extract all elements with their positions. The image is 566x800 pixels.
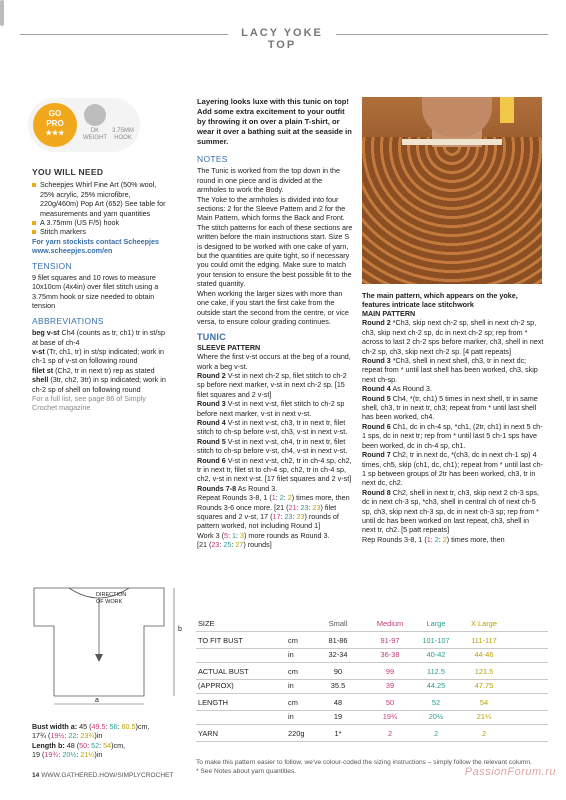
table-cell: YARN <box>198 729 218 738</box>
model-photo <box>362 97 542 284</box>
pattern-round: Round 5 Ch4, *(tr, ch1) 5 times in next shell, tr in same shell, ch3, tr in next tr, ch3; repeat from * until last shell has been worked, ch4. <box>362 393 538 422</box>
pattern-round: Round 4 As Round 3. <box>362 384 432 394</box>
table-cell: 36-38 <box>380 650 400 659</box>
table-cell: ACTUAL BUST <box>198 667 249 676</box>
earring-image <box>500 97 514 123</box>
table-row <box>196 710 548 725</box>
sleeve-pattern-heading: SLEEVE PATTERN <box>197 342 261 352</box>
yarn-quantity-note: * See Notes about yarn quantities. <box>196 767 297 775</box>
table-cell: 220g <box>288 729 305 738</box>
length-cm: Length b: 48 (50: 52: 54)cm, <box>32 740 126 750</box>
page-number: 14 <box>32 772 40 779</box>
table-cell: 91-97 <box>380 636 400 645</box>
table-cell: cm <box>288 636 298 645</box>
main-pattern-heading: MAIN PATTERN <box>362 309 416 318</box>
pattern-round: Round 3 *Ch3, shell in next shell, ch3, tr in next dc; repeat from * until last shell has been worked, ch3, skip next ch-sp. <box>362 356 538 384</box>
abbreviations-heading: ABBREVIATIONS <box>32 315 104 326</box>
table-cell: 1* <box>334 729 342 738</box>
striped-top-image <box>402 139 502 145</box>
crochet-hook-icon <box>0 0 4 26</box>
table-cell: 21¼ <box>476 712 492 721</box>
pattern-round: Round 4 V-st in next v-st, ch3, tr in next tr, filet stitch to ch-sp before v-st, ch3, v-st in next v-st. <box>197 417 348 437</box>
colour-code-note: To make this pattern easier to follow, we've colour-coded the sizing instructions – simply follow the relevant column. <box>196 759 532 766</box>
table-cell: in <box>288 712 294 721</box>
pattern-round: Round 2 *Ch3, skip next ch-2 sp, shell in next ch-2 sp, ch3, skip next ch-2 sp, dc in next ch-2 sp; rep from * across to last 2 ch-2 sps before marker, ch3, shell in next ch-2 sp, ch3, skip next ch-2 sp. [4 patt repeats] <box>362 318 544 356</box>
table-row <box>196 727 548 742</box>
table-cell: 54 <box>479 698 489 707</box>
table-cell: 19¾ <box>382 712 398 721</box>
stockists-link[interactable]: For yarn stockists contact Scheepjes www.scheepjes.com/en <box>32 236 160 256</box>
dimension-b-label: b <box>178 626 182 633</box>
rounds-total: [21 (23: 25: 27) rounds] <box>197 540 272 550</box>
abbreviation-item: shell (3tr, ch2, 3tr) in sp indicated; work in ch-2 sp of shell on following round <box>32 375 166 394</box>
materials-item: Scheepjes Whirl Fine Art (50% wool, 25% acrylic, 25% microfibre, 220g/460m) Pop Art (652) See table for measurements and yarn quantities <box>32 180 167 218</box>
materials-item: Stitch markers <box>32 227 167 236</box>
table-cell: (APPROX) <box>198 681 234 690</box>
header-rule-right <box>336 34 548 35</box>
tension-text: 9 filet squares and 10 rows to measure 10x10cm (4x4in) over filet stitch using a 3.75mm hook or size needed to obtain tension <box>32 273 159 311</box>
table-cell: 19 <box>333 712 343 721</box>
table-header-cell: Small <box>328 619 348 628</box>
table-cell: 90 <box>333 667 343 676</box>
table-cell: 35.5 <box>330 681 346 690</box>
abbreviation-item: filet st (Ch2, tr in next tr) rep as stated <box>32 365 155 375</box>
tunic-heading: TUNIC <box>197 332 226 343</box>
table-cell: 2 <box>433 729 439 738</box>
pattern-round: Rounds 7-8 As Round 3. <box>197 483 278 493</box>
table-header-cell: X Large <box>471 619 497 628</box>
table-cell: 81-86 <box>328 636 348 645</box>
schematic-measurements <box>32 722 172 760</box>
table-cell: in <box>288 681 294 690</box>
table-cell: TO FIT BUST <box>198 636 243 645</box>
notes-paragraph: When working the larger sizes with more than one cake, if you start the first cake from the outside start the second from the centre, or vice versa, to ensure colour grading continues. <box>197 288 349 326</box>
garment-schematic <box>14 568 184 718</box>
pattern-round: Round 8 Ch2, shell in next tr, ch3, skip next 2 ch-3 sps, dc in next ch-3 sp, *ch3, shell in central ch of next ch-5 sp, ch3, skip next ch-3 sp, dc in next ch-3 sp; rep from * until dc has been worked on last repeat, ch3, shell in next tr, ch2. [5 patt repeats] <box>362 487 539 535</box>
table-cell: cm <box>288 698 298 707</box>
table-cell: 39 <box>385 681 395 690</box>
table-header-cell: Large <box>426 619 446 628</box>
header-rule-left <box>20 34 228 35</box>
sleeve-intro: Where the first v-st occurs at the beg of a round, work a beg v-st. <box>197 352 351 371</box>
table-cell: 20½ <box>428 712 444 721</box>
pattern-round: Round 5 V-st in next v-st, ch4, tr in next tr, filet stitch to ch-sp before v-st, ch4, v-st in next v-st. <box>197 436 348 456</box>
table-cell: LENGTH <box>198 698 228 707</box>
pattern-round: Round 6 Ch1, dc in ch-4 sp, *ch1, (2tr, ch1) in next 5 ch-1 sps, dc in next tr; rep from * until last 5 ch-1 sps have been worked, dc in ch-4 sp, ch1. <box>362 421 543 450</box>
notes-paragraph: The Tunic is worked from the top down in the round in one piece and is divided at the armholes to work the Body. <box>197 166 341 195</box>
abbreviation-item: v-st (Tr, ch1, tr) in st/sp indicated; work in ch-1 sp of v-st on following round <box>32 346 164 366</box>
table-header-row <box>196 617 548 632</box>
tension-heading: TENSION <box>32 260 72 271</box>
table-cell: 48 <box>333 698 343 707</box>
table-header-cell: Medium <box>376 619 404 628</box>
notes-heading: NOTES <box>197 154 228 164</box>
you-will-need-heading: YOU WILL NEED <box>32 167 104 177</box>
table-cell: 44-46 <box>474 650 494 659</box>
table-header-cell: SIZE <box>198 619 215 628</box>
table-cell: 112.5 <box>427 667 445 676</box>
watermark: PassionForum.ru <box>464 766 556 778</box>
bust-width-cm: Bust width a: 45 (49.5: 56: 60.5)cm, <box>32 722 150 731</box>
photo-caption: The main pattern, which appears on the yoke, features intricate lace stitchwork <box>362 291 518 310</box>
bust-width-in: 17¾ (19½: 22: 23¾)in <box>32 731 103 741</box>
dimension-a-label: a <box>95 697 99 704</box>
table-cell: 121.5 <box>474 667 494 676</box>
direction-of-work-label: DIRECTION OF WORK <box>96 592 127 605</box>
table-row <box>196 648 548 663</box>
skill-level-badge: GO PRO ★★★ <box>33 103 77 147</box>
table-row <box>196 665 548 680</box>
table-cell: in <box>288 650 294 659</box>
full-list-note: For a full list, see page 86 of Simply Crochet magazine <box>32 393 146 413</box>
materials-item: A 3.75mm (US F/5) hook <box>32 218 167 227</box>
lace-yoke-image <box>362 137 542 284</box>
right-column <box>362 309 544 544</box>
table-cell: 47.75 <box>474 681 494 690</box>
pattern-round: Round 2 V-st in next ch-2 sp, filet stitch to ch-2 sp before next marker, v-st in next ch-2 sp. [15 filet squares and 2 v-st] <box>197 370 347 399</box>
middle-column <box>197 97 353 550</box>
table-cell: 2 <box>481 729 487 738</box>
yarn-weight-label: DK WEIGHT <box>83 128 107 141</box>
page-title: LACY YOKE TOP <box>241 27 323 51</box>
work-instruction: Work 3 (5: 1: 3) more rounds as Round 3. <box>197 530 330 540</box>
table-cell: 101-107 <box>422 636 450 645</box>
table-cell: cm <box>288 667 298 676</box>
table-cell: 99 <box>385 667 395 676</box>
table-cell: 2 <box>387 729 393 738</box>
intro-text: Layering looks luxe with this tunic on top! Add some extra excitement to your outfit by throwing it on over a plain T-shirt, or wear it over a bathing suit at the seaside in summer. <box>197 97 352 146</box>
footer-url[interactable]: WWW.GATHERED.HOW/SIMPLYCROCHET <box>41 772 174 779</box>
pattern-round: Round 7 Ch2, tr in next dc, *(ch3, dc in next ch-1 sp) 4 times, ch5, skip (ch1, dc, ch1); repeat from * until last ch-1 sp between groups of 2tr has been worked, ch3, tr in next dc, ch2. <box>362 450 543 488</box>
table-row <box>196 679 548 694</box>
left-column <box>32 168 167 413</box>
table-cell: 111-117 <box>471 636 497 645</box>
yarn-ball-icon <box>84 104 106 126</box>
table-cell: 32-34 <box>328 650 348 659</box>
pattern-round: Round 6 V-st in next v-st, ch2, tr in ch-4 sp, ch2, tr in next tr, filet st to ch-4 sp, ch2, tr in ch-4 sp, ch2, v-st in next v-st. [17 filet squares and 2 v-st] <box>197 455 352 484</box>
table-row <box>196 634 548 649</box>
table-row <box>196 696 548 711</box>
pattern-round: Round 3 V-st in next v-st, filet stitch to ch-2 sp before next marker, v-st in next v-st. <box>197 399 345 418</box>
length-in: 19 (19¾: 20½: 21¼)in <box>32 750 103 760</box>
repeat-instruction: Repeat Rounds 3-8, 1 (1: 2: 2) times more, then Rounds 3-6 once more. [21 (21: 23: 23) filet squares and 2 v-st, 17 (17: 23: 23) rounds of pattern worked, not including Round 1] <box>197 493 350 531</box>
table-cell: 44.25 <box>426 681 446 690</box>
repeat-instruction: Rep Rounds 3-8, 1 (1: 2: 2) times more, then <box>362 534 505 544</box>
notes-paragraph: The Yoke to the armholes is divided into four sections: 2 for the Sleeve Pattern and 2 for the Main Pattern, which forms the Back and Front. The stitch patterns for each of these sections are written before the main instructions start. Size S is designed to be worked with one cake of yarn, but the quantities are quite tight, so if necessary you could omit the edging. Make sure to match your tension to ensure the best possible fit to the stated quantity. <box>197 194 353 289</box>
page-footer <box>32 772 174 779</box>
table-cell: 50 <box>385 698 395 707</box>
abbreviation-item: beg v-st Ch4 (counts as tr, ch1) tr in st/sp at base of ch-4 <box>32 328 166 347</box>
table-cell: 52 <box>431 698 441 707</box>
hook-size-label: 3.75MM HOOK <box>112 128 134 141</box>
table-cell: 40-42 <box>426 650 446 659</box>
